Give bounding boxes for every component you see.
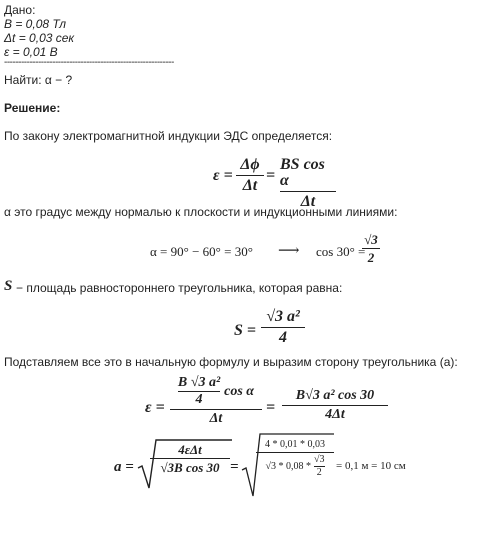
fraction-bar [362,248,380,249]
formula5-frac1 [150,443,230,474]
fraction-bar [256,452,334,453]
formula1-frac1-num: Δϕ [240,156,260,173]
paragraph-area: − площадь равностороннего треугольника, которая равна: [16,281,343,295]
formula4-cos: cos α [224,383,255,399]
formula2-expr: α = 90° − 60° = 30° [150,244,253,259]
find-line: Найти: α − ? [4,73,73,87]
formula4-main-num [178,376,254,407]
formula3-lhs: S = [234,322,257,339]
formula1-eq: = [266,167,276,184]
formula3-frac-den: 4 [279,329,287,346]
fraction-bar [170,409,262,410]
formula4-right-frac [282,389,388,422]
formula5-lhs: a = [114,459,134,475]
symbol-s: S [4,278,13,294]
formula2-frac-den: 2 [367,250,375,265]
formula1-frac1 [236,157,264,194]
given-title: Дано: [4,3,36,17]
given-line-b: B = 0,08 Тл [4,17,67,31]
formula2-frac-num: √3 [364,232,378,247]
fraction-bar [150,458,230,459]
formula4-right-num: B√3 a² cos 30 [295,388,375,403]
formula5-den-text: √3 * 0,08 * [265,460,311,472]
formula4-main-den: Δt [209,411,223,426]
formula5-den-frac [314,455,325,478]
formula5-result: = 0,1 м = 10 см [336,460,406,472]
formula4-inner-frac [178,376,220,407]
formula3-frac [261,309,305,346]
formula4-main-frac [170,376,262,426]
solution-heading: Решение: [4,101,61,115]
formula5-frac2-num: 4 * 0,01 * 0,03 [265,439,325,450]
formula5-frac1-den: √3B cos 30 [160,460,220,475]
paragraph-substitute: Подставляем все это в начальную формулу и выразим сторону треугольника (a): [4,355,458,369]
formula4-inner-den: 4 [195,392,203,407]
given-divider: ------------------------------------------------------------ [4,57,174,68]
formula3-frac-num: √3 a² [266,308,300,325]
formula1-frac2-den: Δt [300,193,316,210]
fraction-bar [280,191,336,192]
formula5-frac1-num: 4εΔt [178,442,202,457]
fraction-bar [282,405,388,406]
formula2-cos: cos 30° = [316,244,366,259]
fraction-bar [236,175,264,176]
fraction-bar [261,327,305,328]
formula4-eq: = [266,399,276,416]
formula5-eq: = [230,459,239,475]
formula1-frac2 [280,157,336,210]
formula5-den-frac-den: 2 [316,467,322,478]
formula1-frac2-num: BS cos α [280,156,325,189]
formula4-lhs: ε = [145,399,165,416]
formula2-frac [362,233,380,264]
formula5-frac2 [256,440,334,478]
paragraph-law: По закону электромагнитной индукции ЭДС определяется: [4,129,333,143]
formula1-lhs: ε = [213,167,233,184]
given-line-dt: Δt = 0,03 сек [4,31,75,45]
formula1-frac1-den: Δt [242,177,258,194]
formula5-den-frac-num: √3 [314,454,325,465]
formula4-right-den: 4Δt [325,407,345,422]
formula5-frac2-den [266,455,325,478]
paragraph-angle: α это градус между нормалью к плоскости и индукционными линиями: [4,205,398,219]
given-line-emf: ε = 0,01 В [4,45,58,59]
formula4-inner-num: B √3 a² [177,375,221,390]
arrow-icon: ⟶ [278,243,300,259]
